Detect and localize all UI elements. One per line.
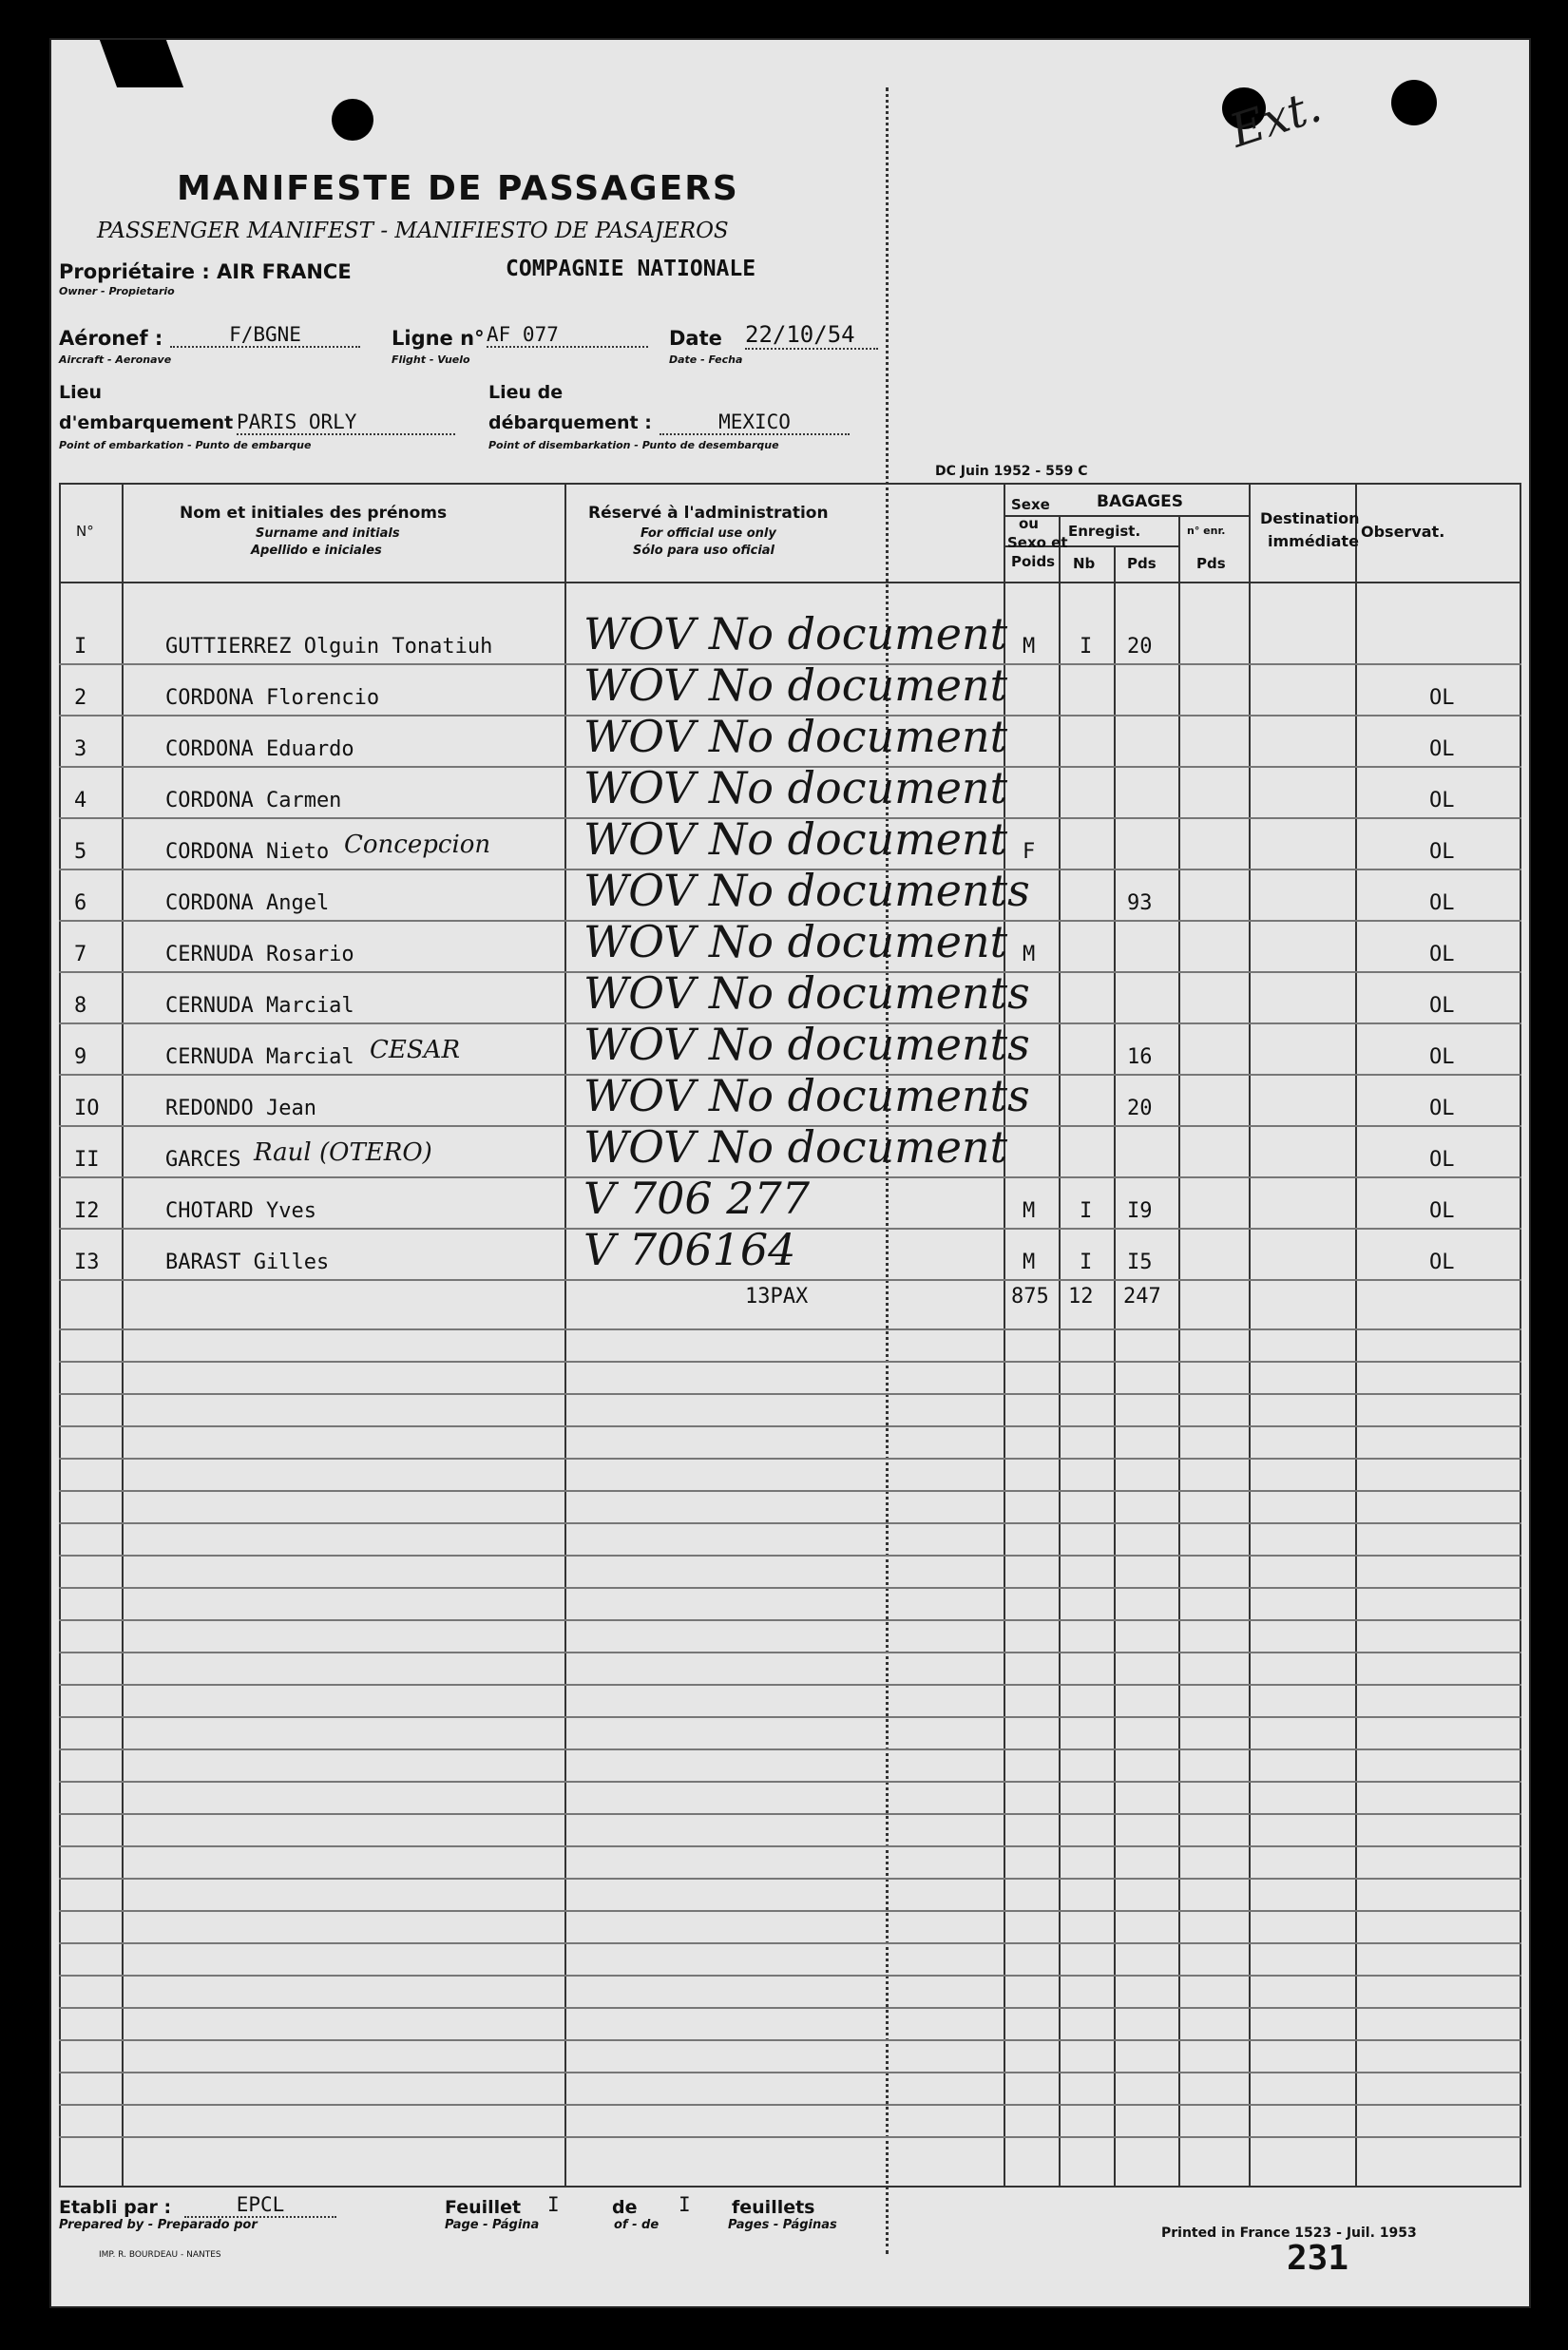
line-label: Ligne n°	[392, 327, 485, 350]
admin-note: WOV No documents	[583, 967, 1030, 1019]
passenger-name: GARCES	[165, 1148, 241, 1172]
empty-row-rule	[59, 1942, 1521, 1944]
col-pds: Pds	[1127, 555, 1157, 572]
admin-note: WOV No document	[583, 762, 1008, 813]
col-nb: Nb	[1073, 555, 1096, 572]
admin-note: WOV No documents	[583, 1070, 1030, 1121]
empty-row-rule	[59, 1425, 1521, 1427]
bag-weight-cell: I5	[1127, 1251, 1153, 1274]
empty-row-rule	[59, 1748, 1521, 1750]
sheet-sub: Page - Página	[445, 2218, 540, 2232]
row-number: 6	[74, 891, 87, 915]
col-sex-2: ou	[1019, 515, 1039, 532]
printed-in-france: Printed in France 1523 - Juil. 1953	[1161, 2226, 1417, 2241]
torn-corner	[100, 40, 183, 87]
form-code: DC Juin 1952 - 559 C	[935, 464, 1088, 479]
aircraft-value: F/BGNE	[170, 323, 360, 348]
bag-weight-cell: I9	[1127, 1199, 1153, 1223]
passenger-name: REDONDO Jean	[165, 1097, 316, 1120]
observation-cell: OL	[1429, 737, 1455, 761]
sex-cell: M	[1023, 1199, 1036, 1223]
row-number: I2	[74, 1199, 100, 1223]
passenger-name: CERNUDA Rosario	[165, 943, 354, 966]
empty-row-rule	[59, 1361, 1521, 1363]
handwritten-name-note: Raul (OTERO)	[254, 1138, 432, 1167]
row-number: 9	[74, 1045, 87, 1069]
col-name-1: Nom et initiales des prénoms	[180, 504, 448, 523]
aircraft-label: Aéronef :	[59, 327, 163, 350]
table-header-rule	[59, 582, 1520, 583]
empty-row-rule	[59, 1684, 1521, 1686]
sheets-label: feuillets	[732, 2197, 815, 2218]
col-admin-3: Sólo para uso oficial	[633, 544, 774, 558]
empty-row-rule	[59, 2007, 1521, 2009]
bag-weight-cell: 20	[1127, 635, 1153, 659]
empty-row-rule	[59, 2136, 1521, 2138]
empty-row-rule	[59, 1910, 1521, 1912]
bag-weight-cell: 93	[1127, 891, 1153, 915]
embark-label-2: d'embarquement	[59, 412, 234, 433]
observation-cell: OL	[1429, 840, 1455, 864]
sex-cell: M	[1023, 943, 1036, 966]
ext-mark: Ext.	[1223, 79, 1328, 159]
total-bags: 12	[1068, 1285, 1094, 1309]
empty-row-rule	[59, 1619, 1521, 1621]
prepared-label: Etabli par :	[59, 2197, 172, 2218]
observation-cell: OL	[1429, 943, 1455, 966]
passenger-name: CHOTARD Yves	[165, 1199, 316, 1223]
sex-cell: M	[1023, 1251, 1036, 1274]
admin-note: V 706164	[583, 1224, 796, 1275]
embark-value: PARIS ORLY	[237, 411, 455, 435]
observation-cell: OL	[1429, 789, 1455, 812]
document-subtitle: PASSENGER MANIFEST - MANIFIESTO DE PASAJEROS	[97, 219, 729, 243]
col-no: N°	[76, 523, 94, 540]
date-value: 22/10/54	[745, 321, 878, 350]
observation-cell: OL	[1429, 1045, 1455, 1069]
admin-note: WOV No document	[583, 659, 1008, 711]
company-name: COMPAGNIE NATIONALE	[506, 257, 756, 281]
admin-note: WOV No document	[583, 711, 1008, 762]
empty-row-rule	[59, 1587, 1521, 1589]
printer-imprint: IMP. R. BOURDEAU - NANTES	[99, 2250, 221, 2260]
passenger-name: GUTTIERREZ Olguin Tonatiuh	[165, 635, 493, 659]
row-number: IO	[74, 1097, 100, 1120]
punch-hole-left	[332, 99, 373, 141]
empty-row-rule	[59, 1781, 1521, 1783]
row-number: 2	[74, 686, 87, 710]
of-sub: of - de	[614, 2218, 660, 2232]
row-rule	[59, 1279, 1521, 1281]
embark-sub: Point of embarkation - Punto de embarque	[59, 439, 312, 451]
empty-row-rule	[59, 1652, 1521, 1653]
bag-count-cell: I	[1080, 1251, 1093, 1274]
row-number: 5	[74, 840, 87, 864]
sex-cell: F	[1023, 840, 1036, 864]
bag-weight-cell: 20	[1127, 1097, 1153, 1120]
line-value: AF 077	[487, 323, 648, 348]
col-admin-2: For official use only	[641, 526, 776, 541]
row-number: I3	[74, 1251, 100, 1274]
col-nonreg: n° enr.	[1187, 525, 1226, 537]
col-pds2: Pds	[1196, 555, 1226, 572]
bag-count-cell: I	[1080, 635, 1093, 659]
empty-row-rule	[59, 1878, 1521, 1880]
col-admin-1: Réservé à l'administration	[588, 504, 829, 523]
empty-row-rule	[59, 1813, 1521, 1815]
row-number: I	[74, 635, 87, 659]
of-label: de	[612, 2197, 638, 2218]
admin-note: WOV No documents	[583, 1019, 1030, 1070]
observation-cell: OL	[1429, 1148, 1455, 1172]
disembark-label-2: débarquement :	[488, 412, 652, 433]
pages-sub: Pages - Páginas	[728, 2218, 837, 2232]
admin-note: WOV No document	[583, 1121, 1008, 1173]
of-value: I	[679, 2193, 691, 2216]
observation-cell: OL	[1429, 1199, 1455, 1223]
col-baggage: BAGAGES	[1097, 492, 1184, 511]
empty-row-rule	[59, 1490, 1521, 1492]
admin-note: WOV No document	[583, 608, 1008, 659]
admin-note: V 706 277	[583, 1173, 811, 1224]
date-label: Date	[669, 327, 722, 350]
passenger-name: CORDONA Angel	[165, 891, 330, 915]
empty-row-rule	[59, 1845, 1521, 1847]
passenger-name: CORDONA Carmen	[165, 789, 342, 812]
empty-row-rule	[59, 2072, 1521, 2073]
sheet-label: Feuillet	[445, 2197, 522, 2218]
total-pds: 247	[1123, 1285, 1161, 1309]
empty-row-rule	[59, 2104, 1521, 2106]
empty-row-rule	[59, 1328, 1521, 1330]
passenger-name: CERNUDA Marcial	[165, 994, 354, 1018]
observation-cell: OL	[1429, 994, 1455, 1018]
disembark-label-1: Lieu de	[488, 382, 564, 403]
prepared-value: EPCL	[184, 2193, 336, 2218]
owner-sub: Owner - Propietario	[59, 285, 175, 297]
bag-weight-cell: 16	[1127, 1045, 1153, 1069]
row-number: 4	[74, 789, 87, 812]
col-name-2: Surname and initials	[256, 526, 400, 541]
prepared-sub: Prepared by - Preparado por	[59, 2218, 258, 2232]
total-weight: 875	[1011, 1285, 1049, 1309]
handwritten-name-note: CESAR	[370, 1036, 461, 1064]
col-sex-1: Sexe	[1011, 496, 1050, 513]
observation-cell: OL	[1429, 1097, 1455, 1120]
admin-note: WOV No document	[583, 813, 1008, 865]
disembark-value: MEXICO	[660, 411, 850, 435]
col-name-3: Apellido e iniciales	[251, 544, 382, 558]
empty-row-rule	[59, 1975, 1521, 1977]
observation-cell: OL	[1429, 891, 1455, 915]
passenger-name: CERNUDA Marcial	[165, 1045, 354, 1069]
total-pax: 13PAX	[745, 1285, 809, 1309]
passenger-name: CORDONA Florencio	[165, 686, 380, 710]
row-number: 8	[74, 994, 87, 1018]
col-sex-3: Sexo et	[1007, 534, 1068, 551]
observation-cell: OL	[1429, 686, 1455, 710]
admin-note: WOV No document	[583, 916, 1008, 967]
disembark-sub: Point of disembarkation - Punto de desembarque	[488, 439, 779, 451]
bag-count-cell: I	[1080, 1199, 1093, 1223]
handwritten-name-note: Concepcion	[344, 831, 491, 859]
col-sex-4: Poids	[1011, 553, 1056, 570]
document-title: MANIFESTE DE PASSAGERS	[177, 169, 739, 208]
empty-row-rule	[59, 1716, 1521, 1718]
line-sub: Flight - Vuelo	[392, 353, 470, 366]
sex-cell: M	[1023, 635, 1036, 659]
col-dest-2: immédiate	[1268, 532, 1359, 550]
manifest-sheet	[49, 38, 1531, 2308]
empty-row-rule	[59, 1522, 1521, 1524]
passenger-name: BARAST Gilles	[165, 1251, 330, 1274]
empty-row-rule	[59, 1458, 1521, 1460]
admin-note: WOV No documents	[583, 865, 1030, 916]
col-observ: Observat.	[1361, 523, 1445, 541]
passenger-name: CORDONA Eduardo	[165, 737, 354, 761]
aircraft-sub: Aircraft - Aeronave	[59, 353, 172, 366]
col-enreg: Enregist.	[1068, 523, 1141, 540]
date-sub: Date - Fecha	[669, 353, 743, 366]
col-dest-1: Destination	[1260, 509, 1360, 527]
owner-label: Propriétaire : AIR FRANCE	[59, 260, 352, 283]
page-stamp: 231	[1287, 2239, 1349, 2278]
observation-cell: OL	[1429, 1251, 1455, 1274]
empty-row-rule	[59, 1393, 1521, 1395]
empty-row-rule	[59, 2039, 1521, 2041]
embark-label-1: Lieu	[59, 382, 103, 403]
passenger-name: CORDONA Nieto	[165, 840, 330, 864]
sheet-value: I	[547, 2193, 560, 2216]
empty-row-rule	[59, 1555, 1521, 1557]
punch-hole-right	[1391, 80, 1437, 125]
row-number: 3	[74, 737, 87, 761]
row-number: 7	[74, 943, 87, 966]
row-number: II	[74, 1148, 100, 1172]
